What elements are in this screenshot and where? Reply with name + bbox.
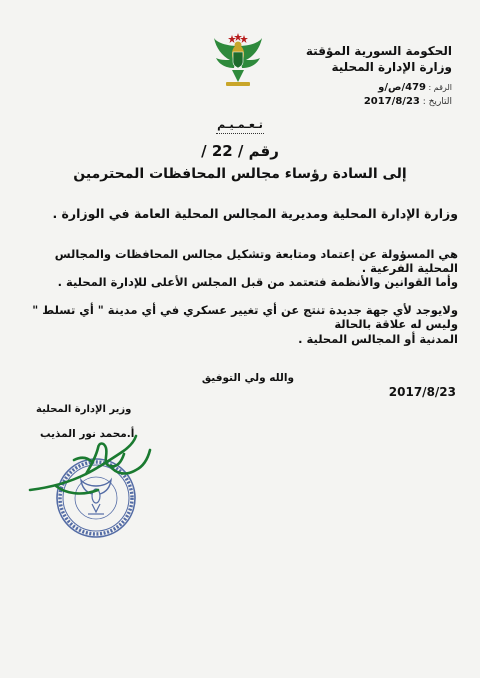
date-value: 2017/8/23 <box>363 96 420 107</box>
header-reference <box>378 82 452 93</box>
circular-number: رقم / 22 / <box>201 142 279 160</box>
document-type: تـعـمـيـم <box>217 118 263 131</box>
closing-phrase: والله ولي التوفيق <box>201 372 294 384</box>
header-date <box>364 96 452 107</box>
body-paragraph-1: وزارة الإدارة المحلية ومديرية المجالس المحلية العامة في الوزارة . <box>52 206 458 221</box>
date-label: التاريخ : <box>422 97 452 107</box>
header-government: الحكومة السورية المؤقتة <box>305 44 452 58</box>
signatory-title: وزير الإدارة المحلية <box>36 404 132 415</box>
emblem-icon <box>212 30 264 90</box>
reference-value: 479/ص/و <box>378 82 426 93</box>
body-paragraph-2: هي المسؤولة عن إعتماد ومتابعة وتشكيل مجالس المحافظات والمجالس المحلية الفرعية . <box>54 247 458 275</box>
signature-date: 2017/8/23 <box>388 385 456 399</box>
reference-label: الرقم : <box>428 83 452 92</box>
title-divider <box>216 133 264 134</box>
body-paragraph-4: ولايوجد لأي جهة جديدة تنتج عن أي تغيير عسكري في أي مدينة " أي تسلط " وليس له علاقة بالحالة <box>32 303 458 331</box>
addressee: إلى السادة رؤساء مجالس المحافظات المحترمين <box>73 166 407 182</box>
signature-icon <box>26 430 154 504</box>
signatory-name: أ.محمد نور المذيب <box>40 428 135 440</box>
body-paragraph-3: وأما القوانين والأنظمة فتعتمد من قبل المجلس الأعلى للإدارة المحلية . <box>57 275 458 289</box>
body-paragraph-4-continued: المدنية أو المجالس المحلية . <box>298 332 458 346</box>
header-ministry: وزارة الإدارة المحلية <box>331 60 452 74</box>
